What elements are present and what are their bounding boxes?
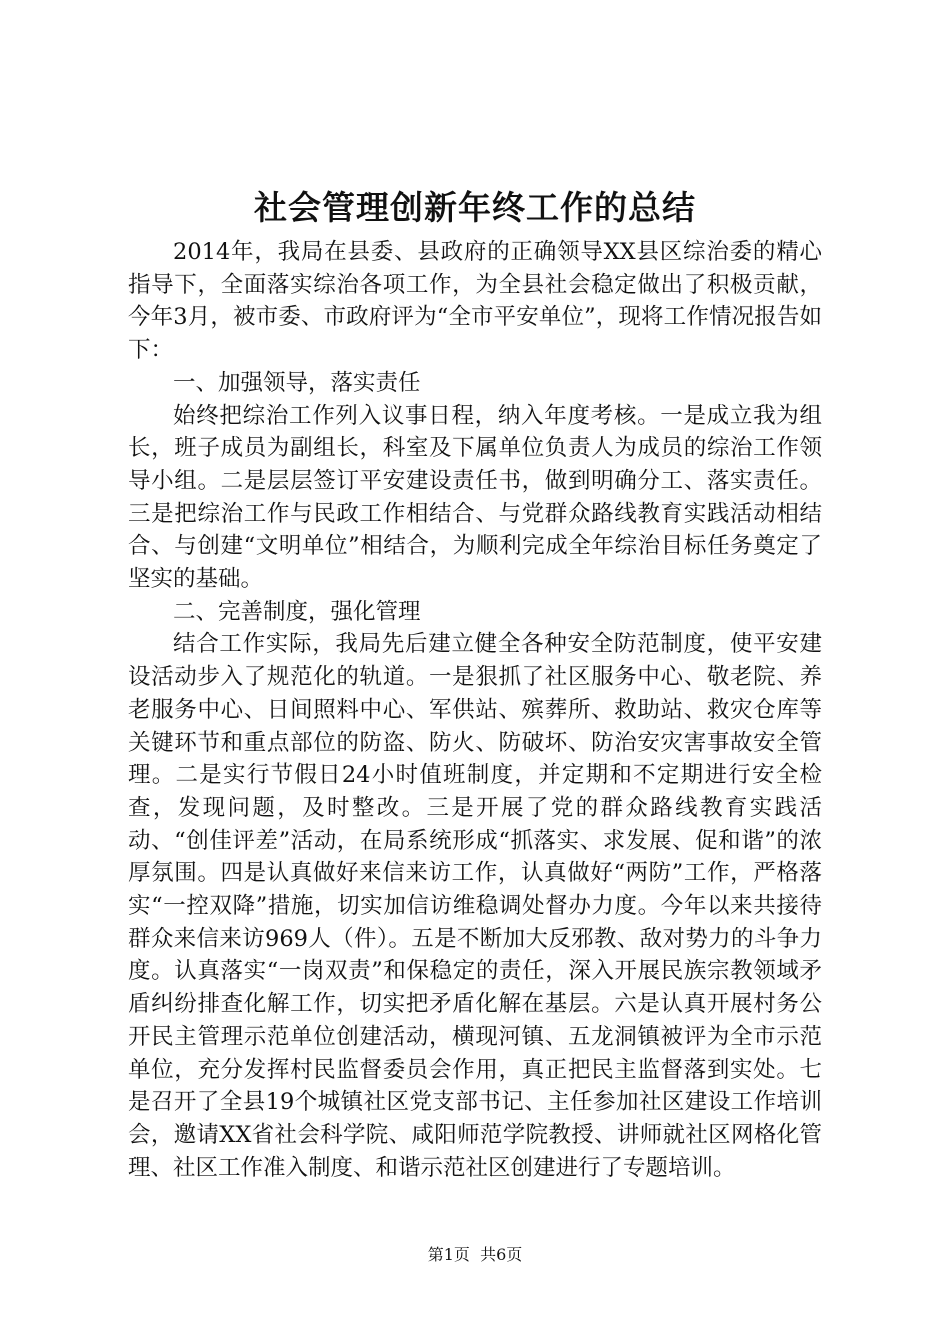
paragraph-section-2: 结合工作实际，我局先后建立健全各种安全防范制度，使平安建设活动步入了规范化的轨道。一是狠抓了社区服务中心、敬老院、养老服务中心、日间照料中心、军供站、殡葬所、救助站、救灾仓库等关键环节和重点部位的防盗、防火、防破坏、防治安灾害事故安全管理。二是实行节假日24小时值班制度，并定期和不定期进行安全检查，发现问题，及时整改。三是开展了党的群众路线教育实践活动、“创佳评差”活动，在局系统形成“抓落实、求发展、促和谐”的浓厚氛围。四是认真做好来信来访工作，认真做好“两防”工作，严格落实“一控双降”措施，切实加信访维稳调处督办力度。今年以来共接待群众来信来访969人（件）。五是不断加大反邪教、敌对势力的斗争力度。认真落实“一岗双责”和保稳定的责任，深入开展民族宗教领域矛盾纠纷排查化解工作，切实把矛盾化解在基层。六是认真开展村务公开民主管理示范单位创建活动，横现河镇、五龙洞镇被评为全市示范单位，充分发挥村民监督委员会作用，真正把民主监督落到实处。七是召开了全县19个城镇社区党支部书记、主任参加社区建设工作培训会，邀请XX省社会科学院、咸阳师范学院教授、讲师就社区网格化管理、社区工作准入制度、和谐示范社区创建进行了专题培训。	[128, 631, 822, 1181]
page-footer	[0, 1244, 950, 1266]
paragraph-section-1: 始终把综治工作列入议事日程，纳入年度考核。一是成立我为组长，班子成员为副组长，科室及下属单位负责人为成员的综治工作领导小组。二是层层签订平安建设责任书，做到明确分工、落实责任。三是把综治工作与民政工作相结合、与党群众路线教育实践活动相结合、与创建“文明单位”相结合，为顺利完成全年综治目标任务奠定了坚实的基础。	[128, 402, 822, 593]
document-body	[128, 236, 822, 1184]
document-title: 社会管理创新年终工作的总结	[254, 188, 696, 227]
page-number: 第1页	[427, 1245, 470, 1264]
section-heading-2: 二、完善制度，强化管理	[173, 598, 421, 625]
section-heading-1: 一、加强领导，落实责任	[173, 369, 421, 396]
page-total: 共6页	[480, 1245, 523, 1264]
paragraph-intro: 2014年，我局在县委、县政府的正确领导XX县区综治委的精心指导下，全面落实综治各项工作，为全县社会稳定做出了积极贡献，今年3月，被市委、市政府评为“全市平安单位”，现将工作情况报告如下：	[128, 239, 822, 364]
